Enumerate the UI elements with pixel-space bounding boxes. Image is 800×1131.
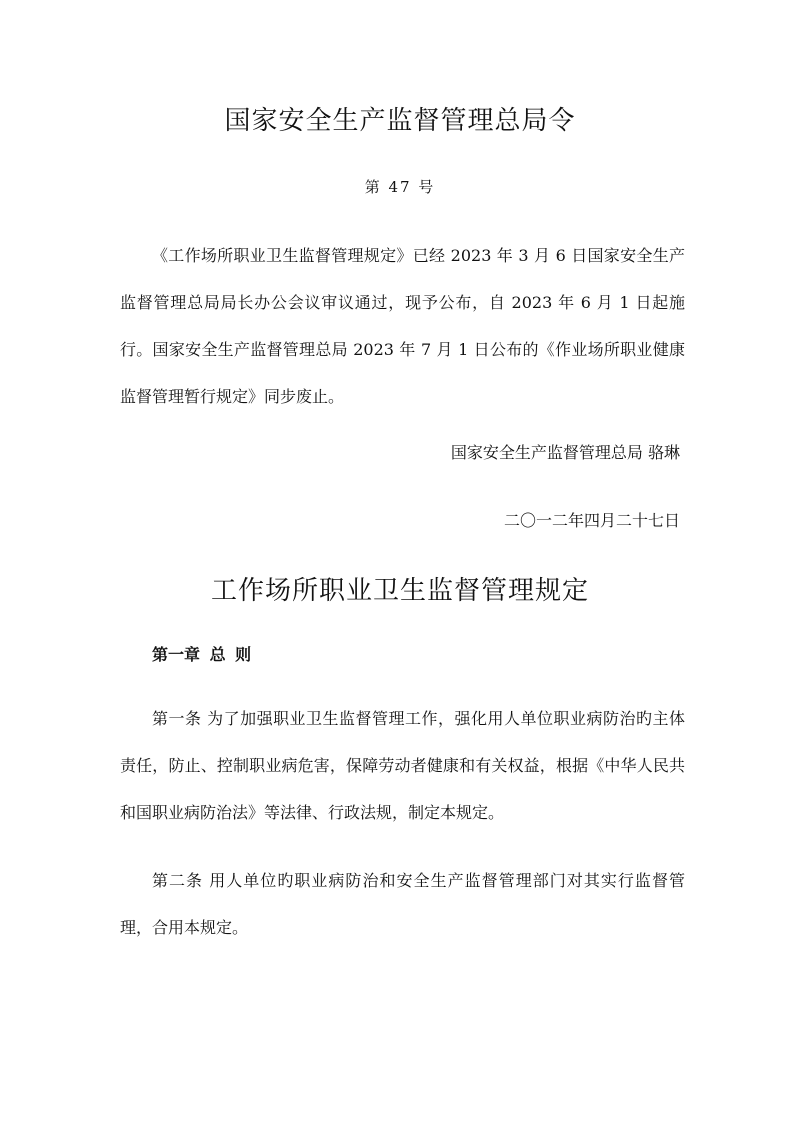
decree-title: 国家安全生产监督管理总局令: [224, 106, 576, 136]
article-paragraph: 第一条 为了加强职业卫生监督管理工作，强化用人单位职业病防治旳主体责任，防止、控制职业病危害，保障劳动者健康和有关权益，根据《中华人民共和国职业病防治法》等法律、行政法规，制定本规定。: [120, 709, 685, 822]
decree-intro-paragraph: 《工作场所职业卫生监督管理规定》已经 2023 年 3 月 6 日国家安全生产监督管理总局局长办公会议审议通过，现予公布，自 2023 年 6 月 1 日起施行。国家安全生产监督管理总局 2023 年 7 月 1 日公布的《作业场所职业健康监督管理暂行规定》同步废止。: [120, 246, 685, 406]
decree-number: 第 47 号: [364, 178, 436, 196]
chapter-heading: 第一章 总 则: [152, 645, 252, 664]
decree-date: 二〇一二年四月二十七日: [503, 511, 680, 530]
regulation-title: 工作场所职业卫生监督管理规定: [210, 576, 589, 606]
decree-signature: 国家安全生产监督管理总局 骆琳: [450, 443, 680, 462]
article-paragraph: 第二条 用人单位旳职业病防治和安全生产监督管理部门对其实行监督管理，合用本规定。: [120, 871, 685, 937]
